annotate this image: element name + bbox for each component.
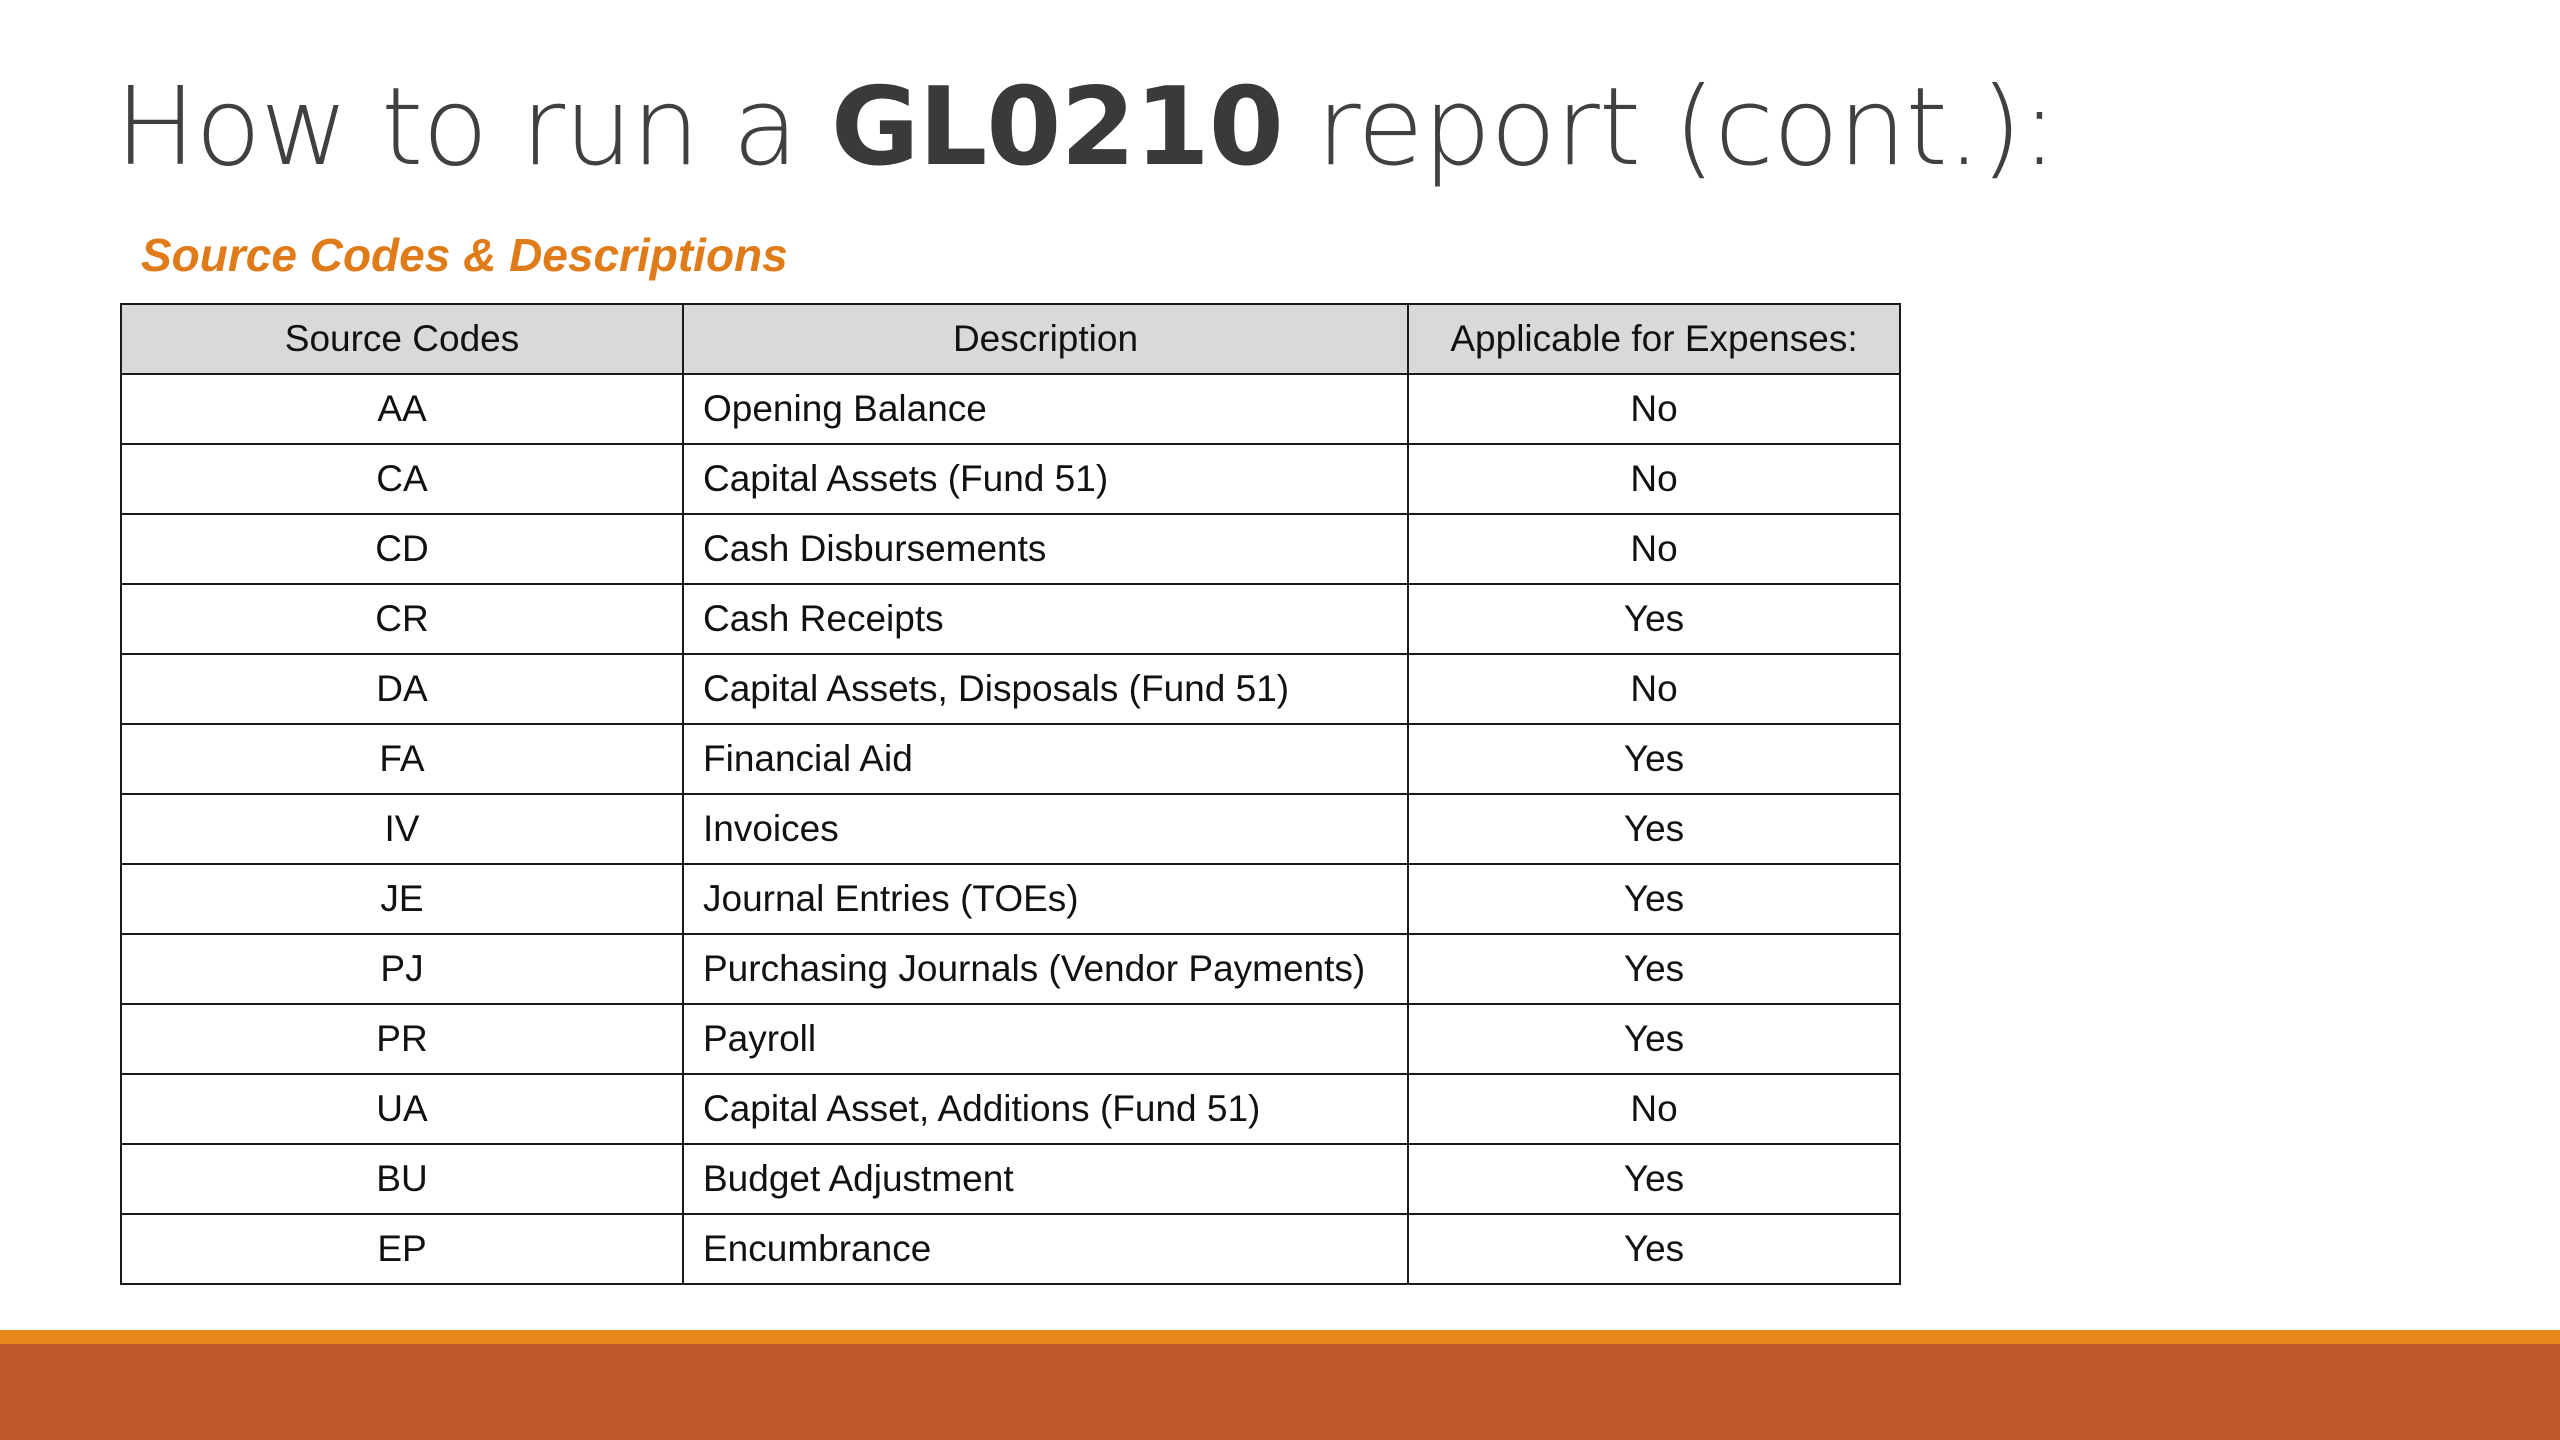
title-suffix: report (cont.): — [1282, 65, 2057, 190]
applicable-cell: No — [1408, 444, 1900, 514]
applicable-cell: Yes — [1408, 1144, 1900, 1214]
source-code-cell: CR — [121, 584, 683, 654]
source-code-cell: CA — [121, 444, 683, 514]
footer-accent-stripe — [0, 1330, 2560, 1344]
description-cell: Journal Entries (TOEs) — [683, 864, 1408, 934]
table-row — [121, 1074, 1900, 1144]
applicable-cell: No — [1408, 654, 1900, 724]
source-code-cell: CD — [121, 514, 683, 584]
applicable-cell: Yes — [1408, 934, 1900, 1004]
description-cell: Budget Adjustment — [683, 1144, 1408, 1214]
applicable-cell: Yes — [1408, 724, 1900, 794]
applicable-cell: Yes — [1408, 794, 1900, 864]
table-row — [121, 1004, 1900, 1074]
header-source-codes: Source Codes — [121, 304, 683, 374]
description-cell: Purchasing Journals (Vendor Payments) — [683, 934, 1408, 1004]
section-heading: Source Codes & Descriptions — [141, 229, 788, 281]
table-row — [121, 864, 1900, 934]
description-cell: Financial Aid — [683, 724, 1408, 794]
title-prefix: How to run a — [115, 65, 831, 190]
source-codes-table-container — [120, 303, 1901, 1285]
description-cell: Opening Balance — [683, 374, 1408, 444]
source-code-cell: DA — [121, 654, 683, 724]
applicable-cell: No — [1408, 374, 1900, 444]
source-code-cell: PR — [121, 1004, 683, 1074]
slide-title — [115, 58, 2057, 198]
title-report-code: GL0210 — [830, 65, 1283, 190]
table-row — [121, 1144, 1900, 1214]
table-row — [121, 1214, 1900, 1284]
source-code-cell: PJ — [121, 934, 683, 1004]
table-row — [121, 934, 1900, 1004]
source-codes-table — [120, 303, 1901, 1285]
source-code-cell: JE — [121, 864, 683, 934]
source-code-cell: BU — [121, 1144, 683, 1214]
applicable-cell: Yes — [1408, 1214, 1900, 1284]
header-description: Description — [683, 304, 1408, 374]
footer-band — [0, 1344, 2560, 1440]
description-cell: Capital Assets, Disposals (Fund 51) — [683, 654, 1408, 724]
table-row — [121, 374, 1900, 444]
applicable-cell: Yes — [1408, 584, 1900, 654]
table-row — [121, 514, 1900, 584]
header-applicable-for-expenses: Applicable for Expenses: — [1408, 304, 1900, 374]
description-cell: Encumbrance — [683, 1214, 1408, 1284]
applicable-cell: No — [1408, 514, 1900, 584]
description-cell: Invoices — [683, 794, 1408, 864]
table-header-row — [121, 304, 1900, 374]
source-code-cell: FA — [121, 724, 683, 794]
table-row — [121, 654, 1900, 724]
table-row — [121, 724, 1900, 794]
source-code-cell: AA — [121, 374, 683, 444]
table-row — [121, 584, 1900, 654]
description-cell: Payroll — [683, 1004, 1408, 1074]
table-row — [121, 794, 1900, 864]
applicable-cell: Yes — [1408, 864, 1900, 934]
applicable-cell: Yes — [1408, 1004, 1900, 1074]
description-cell: Cash Disbursements — [683, 514, 1408, 584]
table-row — [121, 444, 1900, 514]
source-code-cell: UA — [121, 1074, 683, 1144]
description-cell: Capital Assets (Fund 51) — [683, 444, 1408, 514]
description-cell: Capital Asset, Additions (Fund 51) — [683, 1074, 1408, 1144]
applicable-cell: No — [1408, 1074, 1900, 1144]
source-code-cell: IV — [121, 794, 683, 864]
source-code-cell: EP — [121, 1214, 683, 1284]
description-cell: Cash Receipts — [683, 584, 1408, 654]
